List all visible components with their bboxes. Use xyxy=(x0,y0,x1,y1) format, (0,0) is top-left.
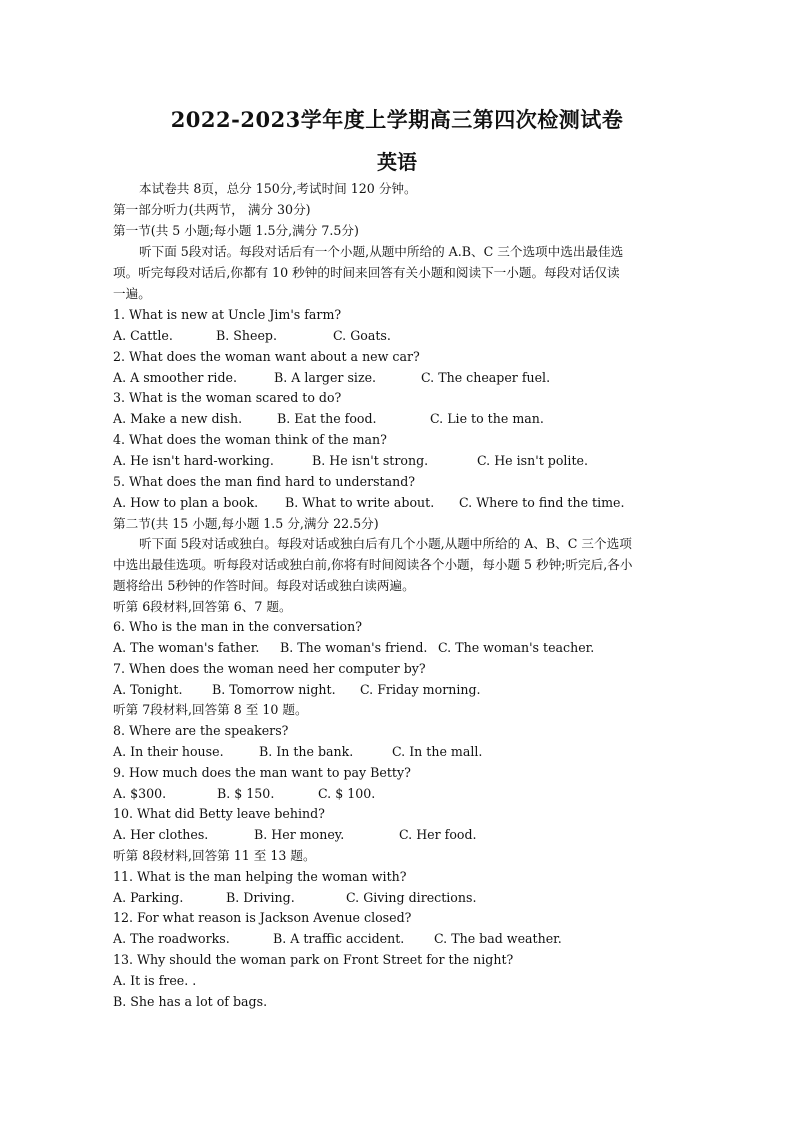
section1-instruction-line: 听下面 5段对话。每段对话后有一个小题,从题中所给的 A.B、C 三个选项中选出最佳选 xyxy=(139,244,624,259)
option-c: C. Lie to the man. xyxy=(430,411,544,426)
option-c: C. Friday morning. xyxy=(360,682,481,697)
option-b: B. $ 150. xyxy=(217,786,275,801)
option-a: A. In their house. xyxy=(113,744,224,759)
option-b: B. He isn't strong. xyxy=(312,453,429,468)
question-stem: 4. What does the woman think of the man? xyxy=(113,432,387,447)
option-b: B. In the bank. xyxy=(259,744,354,759)
question-stem: 3. What is the woman scared to do? xyxy=(113,390,342,405)
option-b: B. What to write about. xyxy=(285,495,435,510)
option-a: A. $300. xyxy=(113,786,167,801)
question-stem: 9. How much does the man want to pay Betty? xyxy=(113,765,411,780)
option-c: C. In the mall. xyxy=(392,744,483,759)
option-a: A. Make a new dish. xyxy=(113,411,243,426)
material-note: 听第 6段材料,回答第 6、7 题。 xyxy=(113,599,292,614)
option-c: C. The cheaper fuel. xyxy=(421,370,551,385)
question-stem: 13. Why should the woman park on Front Street for the night? xyxy=(113,952,514,967)
section2-instruction-line: 中选出最佳选项。听每段对话或独白前,你将有时间阅读各个小题，每小题 5 秒钟;听完后,各小 xyxy=(113,557,633,572)
question-stem: 7. When does the woman need her computer by? xyxy=(113,661,426,676)
option-a: A. How to plan a book. xyxy=(113,495,259,510)
option-b: B. Her money. xyxy=(254,827,345,842)
section1-instruction-line: 项。听完每段对话后,你都有 10 秒钟的时间来回答有关小题和阅读下一小题。每段对话仅读 xyxy=(113,265,620,280)
option-a: A. The roadworks. xyxy=(113,931,230,946)
option-b: B. Sheep. xyxy=(216,328,277,343)
material-note: 听第 7段材料,回答第 8 至 10 题。 xyxy=(113,702,308,717)
material-note: 听第 8段材料,回答第 11 至 13 题。 xyxy=(113,848,316,863)
question-stem: 2. What does the woman want about a new car? xyxy=(113,349,420,364)
option-b: B. A larger size. xyxy=(274,370,377,385)
option-a: A. Cattle. xyxy=(113,328,173,343)
option-c: C. Giving directions. xyxy=(346,890,477,905)
option-a: A. Her clothes. xyxy=(113,827,209,842)
question-stem: 12. For what reason is Jackson Avenue closed? xyxy=(113,910,412,925)
question-stem: 6. Who is the man in the conversation? xyxy=(113,619,362,634)
option-b: B. Tomorrow night. xyxy=(212,682,336,697)
option-a: A. It is free. . xyxy=(113,973,197,988)
option-c: C. Goats. xyxy=(333,328,391,343)
option-a: A. A smoother ride. xyxy=(113,370,237,385)
option-c: C. The bad weather. xyxy=(434,931,562,946)
option-b: B. A traffic accident. xyxy=(273,931,405,946)
exam-title: 2022-2023学年度上学期高三第四次检测试卷 xyxy=(170,107,624,132)
option-a: A. Parking. xyxy=(113,890,184,905)
option-b: B. She has a lot of bags. xyxy=(113,994,268,1009)
exam-intro: 本试卷共 8页，总分 150分,考试时间 120 分钟。 xyxy=(139,181,417,196)
section1-instruction-line: 一遍。 xyxy=(113,286,151,301)
option-a: A. The woman's father. xyxy=(113,640,260,655)
option-c: C. He isn't polite. xyxy=(477,453,588,468)
option-a: A. Tonight. xyxy=(113,682,183,697)
option-a: A. He isn't hard-working. xyxy=(113,453,274,468)
question-stem: 10. What did Betty leave behind? xyxy=(113,806,325,821)
section1-heading: 第一节(共 5 小题;每小题 1.5分,满分 7.5分) xyxy=(113,223,359,238)
option-c: C. Where to find the time. xyxy=(459,495,625,510)
section2-instruction-line: 听下面 5段对话或独白。每段对话或独白后有几个小题,从题中所给的 A、B、C 三个选项 xyxy=(139,536,632,551)
part1-heading: 第一部分听力(共两节， 满分 30分) xyxy=(113,202,311,217)
question-stem: 5. What does the man find hard to understand? xyxy=(113,474,416,489)
section2-heading: 第二节(共 15 小题,每小题 1.5 分,满分 22.5分) xyxy=(113,516,379,531)
option-b: B. The woman's friend. xyxy=(280,640,428,655)
option-c: C. The woman's teacher. xyxy=(438,640,595,655)
question-stem: 11. What is the man helping the woman with? xyxy=(113,869,407,884)
section2-instruction-line: 题将给出 5秒钟的作答时间。每段对话或独白读两遍。 xyxy=(113,578,415,593)
question-stem: 1. What is new at Uncle Jim's farm? xyxy=(113,307,342,322)
subject-title: 英语 xyxy=(377,150,417,174)
option-b: B. Driving. xyxy=(226,890,295,905)
question-stem: 8. Where are the speakers? xyxy=(113,723,289,738)
option-c: C. $ 100. xyxy=(318,786,376,801)
option-c: C. Her food. xyxy=(399,827,477,842)
option-b: B. Eat the food. xyxy=(277,411,377,426)
